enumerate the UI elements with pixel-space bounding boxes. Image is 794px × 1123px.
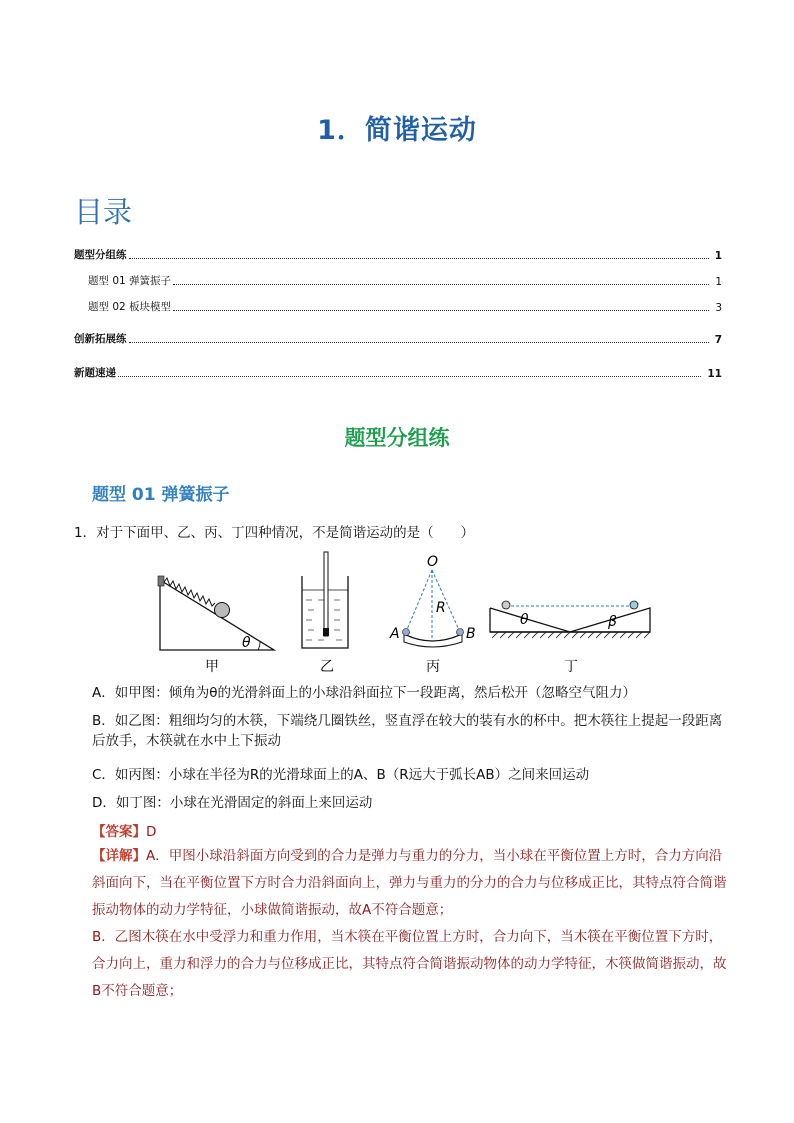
toc-item[interactable] [88, 272, 722, 288]
toc-item-page: 3 [715, 302, 722, 314]
figure-yi [302, 552, 348, 675]
toc-item-page: 1 [714, 250, 722, 262]
page-title: 1．简谐运动 [317, 115, 477, 146]
question-stem: 1．对于下面甲、乙、丙、丁四种情况，不是简谐运动的是（ ） [74, 525, 475, 541]
figure-jia [158, 576, 274, 675]
toc-item-label: 创新拓展练 [74, 333, 127, 345]
answer-value: D [146, 824, 157, 840]
toc-heading: 目录 [74, 195, 133, 229]
beta-label: β [608, 614, 617, 630]
toc-item-label: 题型 02 板块模型 [88, 301, 172, 313]
toc-item-label: 题型分组练 [74, 249, 127, 261]
question-figure [150, 548, 660, 678]
toc-item-page: 1 [715, 276, 722, 288]
option-b: B．如乙图：粗细均匀的木筷，下端绕几圈铁丝，竖直浮在较大的装有水的杯中。把木筷往上提起一段距离后放手，木筷就在水中上下振动 [92, 713, 723, 749]
a-label: A [390, 626, 400, 642]
toc-item[interactable] [74, 330, 722, 346]
option-c: C．如丙图：小球在半径为R的光滑球面上的A、B（R远大于弧长AB）之间来回运动 [92, 767, 590, 783]
toc-leader [173, 310, 709, 311]
theta-label-ding: θ [520, 612, 529, 628]
toc-item-page: 11 [707, 368, 722, 380]
answer [92, 820, 156, 840]
option-a: A．如甲图：倾角为θ的光滑斜面上的小球沿斜面拉下一段距离，然后松开（忽略空气阻力） [92, 685, 636, 701]
theta-label: θ [242, 635, 251, 651]
toc-item-label: 题型 01 弹簧振子 [88, 275, 172, 287]
toc-leader [118, 376, 701, 377]
subsection-title: 题型 01 弹簧振子 [92, 485, 230, 505]
toc-leader [129, 258, 709, 259]
figure-bing [389, 554, 476, 675]
b-label: B [466, 626, 476, 642]
toc-item-page: 7 [714, 334, 722, 346]
figure-ding [490, 601, 650, 675]
toc-item[interactable] [74, 364, 722, 380]
toc-item[interactable] [74, 246, 722, 262]
toc-leader [129, 342, 709, 343]
figure-label-jia: 甲 [205, 659, 219, 675]
toc-leader [173, 284, 709, 285]
explanation-b: B．乙图木筷在水中受浮力和重力作用，当木筷在平衡位置上方时，合力向下，当木筷在平衡位置下方时，合力向上，重力和浮力的合力与位移成正比，其特点符合简谐振动物体的动力学特征，木筷做简谐振动，故B不符合题意； [92, 929, 727, 999]
r-label: R [436, 600, 446, 616]
toc-item-label: 新题速递 [74, 367, 116, 379]
explain-tag: 【详解】 [92, 848, 146, 864]
figure-label-ding: 丁 [564, 659, 578, 675]
figure-label-bing: 丙 [426, 659, 440, 675]
figure-label-yi: 乙 [320, 659, 334, 675]
section-title: 题型分组练 [344, 426, 450, 450]
option-d: D．如丁图：小球在光滑固定的斜面上来回运动 [92, 795, 373, 811]
explanation-a [92, 843, 732, 924]
o-label: O [427, 554, 439, 570]
answer-tag: 【答案】 [92, 824, 146, 840]
explain-a-text: A．甲图小球沿斜面方向受到的合力是弹力与重力的分力，当小球在平衡位置上方时，合力方向沿斜面向下，当在平衡位置下方时合力沿斜面向上，弹力与重力的分力的合力与位移成正比，其特点符合简谐振动物体的动力学特征，小球做简谐振动，故A不符合题意； [92, 848, 727, 918]
toc-item[interactable] [88, 298, 722, 314]
